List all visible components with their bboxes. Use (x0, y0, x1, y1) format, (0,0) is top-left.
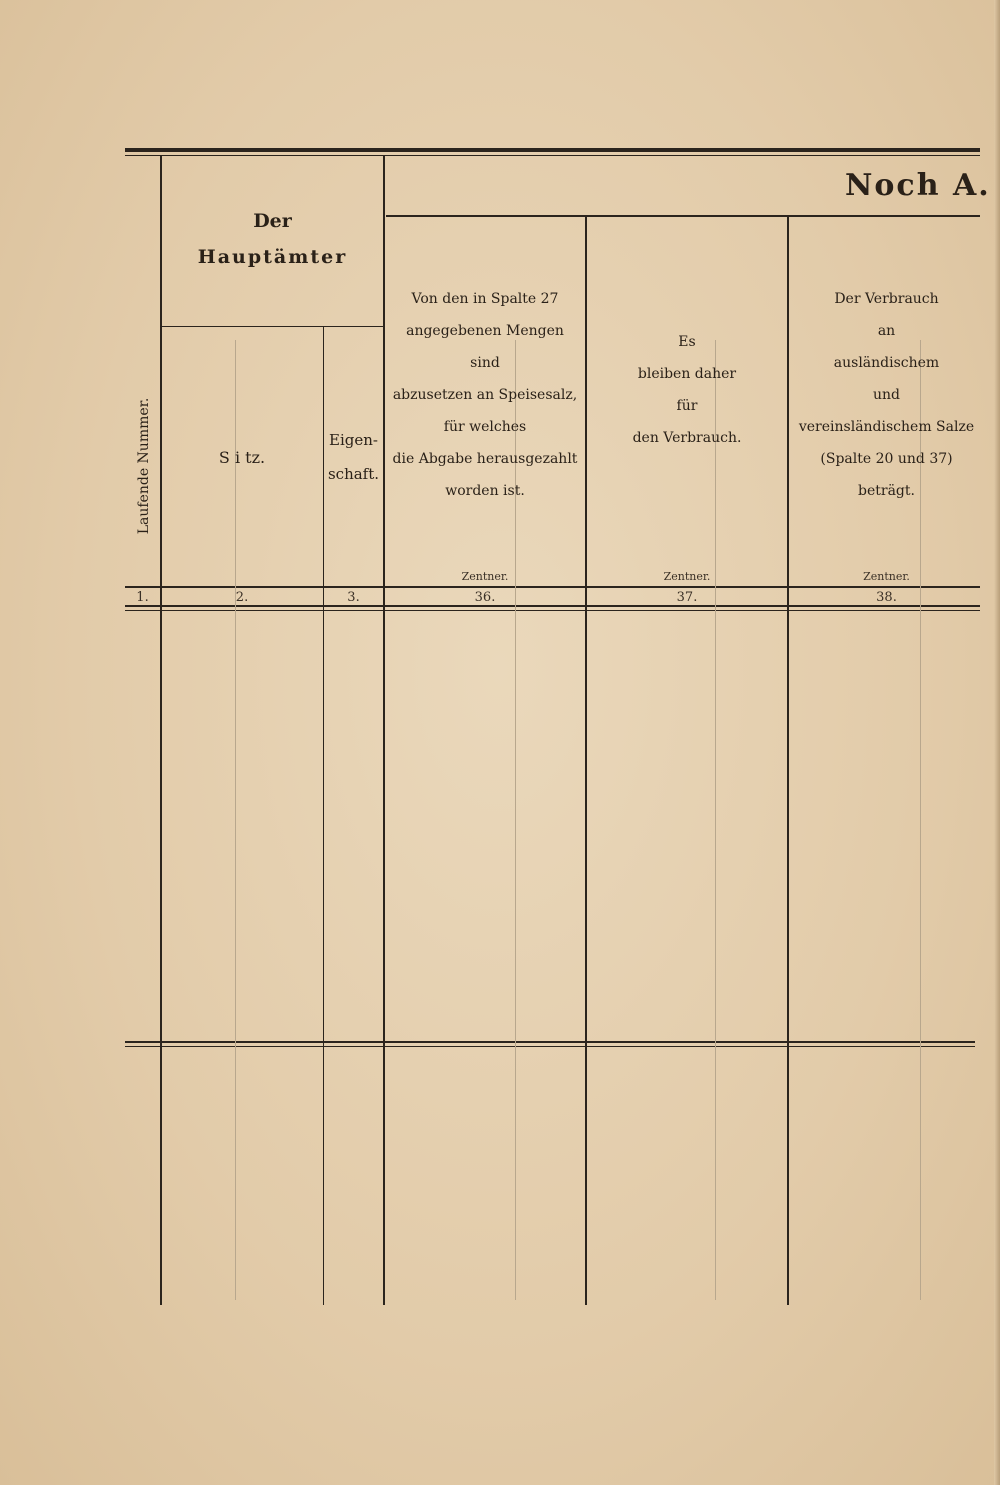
col38-line: (Spalte 20 und 37) (820, 451, 953, 467)
col37-line: bleiben daher (637, 366, 737, 382)
header-rule-left (162, 326, 384, 327)
group-heading-der: Der (253, 210, 292, 232)
mid-rule-2 (125, 1046, 975, 1047)
col38-line: und (873, 387, 900, 403)
col-divider-a (160, 155, 162, 1305)
col36-heading (385, 283, 585, 507)
colnum-rule-top (125, 586, 980, 588)
colnum-38: 38. (876, 590, 897, 605)
top-rule-thick (125, 148, 980, 152)
col38-unit: Zentner. (863, 570, 910, 583)
laufende-nummer-label: Laufende Nummer. (136, 397, 152, 535)
col36-line: angegebenen Mengen (406, 323, 564, 339)
top-rule-thin (125, 155, 980, 156)
eigenschaft-line-1: Eigen- (329, 431, 378, 449)
col36-line: sind (470, 355, 500, 371)
col37-line: den Verbrauch. (632, 430, 742, 446)
colnum-3: 3. (347, 590, 360, 605)
colnum-2: 2. (235, 590, 249, 605)
colnum-rule-bottom-1 (125, 605, 980, 607)
col38-line: ausländischem (833, 355, 940, 371)
col36-line: für welches (443, 419, 527, 435)
sitz-label: S i tz. (218, 448, 266, 467)
colnum-36: 36. (474, 590, 496, 605)
col37-unit: Zentner. (663, 570, 711, 583)
group-heading-hauptaemter: Hauptämter (197, 246, 348, 268)
colnum-rule-bottom-2 (125, 610, 980, 611)
col36-line: worden ist. (445, 483, 525, 499)
page-title: Noch A. (845, 168, 991, 203)
col38-line: Der Verbrauch (834, 291, 939, 307)
col38-line: an (877, 323, 896, 339)
col37-heading (587, 326, 787, 454)
faint-rule (715, 340, 716, 1300)
colnum-1: 1. (136, 590, 149, 605)
col37-line: für (676, 398, 698, 414)
col38-heading (789, 283, 984, 507)
col36-line: die Abgabe herausgezahlt (392, 451, 578, 467)
col37-line: Es (678, 334, 696, 350)
eigenschaft-label (324, 423, 383, 491)
header-rule-right (386, 215, 980, 217)
col38-line: beträgt. (858, 483, 915, 499)
eigenschaft-line-2: schaft. (327, 465, 380, 483)
col36-line: Von den in Spalte 27 (411, 291, 559, 307)
col36-unit: Zentner. (461, 570, 509, 583)
col38-line: vereinsländischem Salze (798, 419, 975, 435)
colnum-37: 37. (676, 590, 698, 605)
page-edge (994, 0, 1000, 1485)
faint-rule (235, 340, 236, 1300)
mid-rule-1 (125, 1041, 975, 1043)
col36-line: abzusetzen an Speisesalz, (392, 387, 578, 403)
